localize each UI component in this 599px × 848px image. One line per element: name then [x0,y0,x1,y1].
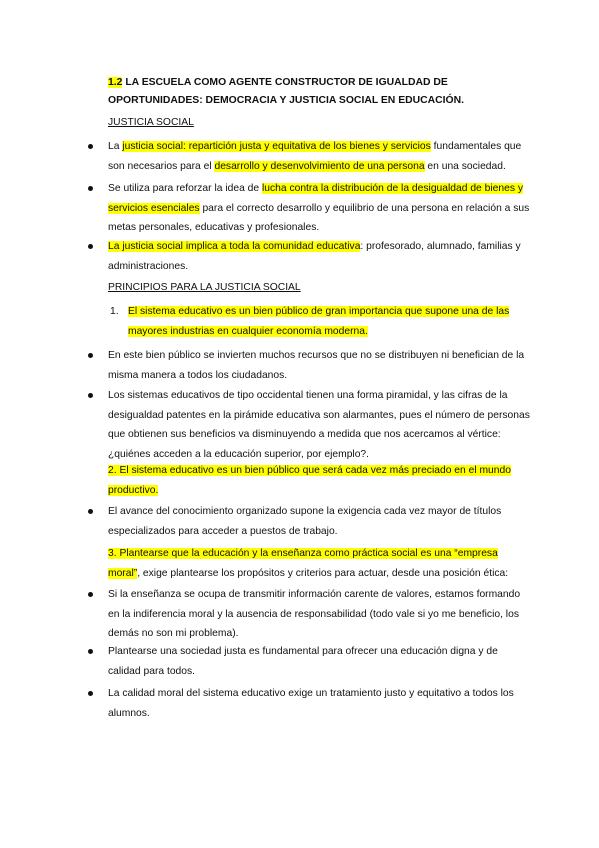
bullet-item [108,346,532,385]
bullet-dot [88,186,93,191]
principle-2 [108,461,532,500]
bullet-text [108,589,520,639]
principle-2-text: 2. El sistema educativo es un bien público que será cada vez más preciado en el mundo productivo. [108,465,511,496]
principle-1 [110,302,524,341]
text-segment: Se utiliza para reforzar la idea de [108,183,262,194]
bullet-text [108,141,521,172]
bullet-item [108,386,532,464]
text-segment: fundamentales que son necesarios para el [108,141,522,172]
heading-justicia-social: JUSTICIA SOCIAL [108,117,194,128]
bullet-dot [88,592,93,597]
text-segment: : profesorado, alumnado, familias y administraciones. [108,241,521,272]
highlighted-text: justicia social: repartición justa y equitativa de los bienes y servicios [122,141,431,152]
section-title [108,74,538,110]
bullet-text [108,646,498,677]
bullet-text [108,506,501,537]
bullet-text [108,241,521,272]
title-number: 1.2 [108,77,123,88]
text-segment: La calidad moral del sistema educativo exige un tratamiento justo y equitativo a todos los alumnos. [108,688,514,719]
text-segment: Plantearse una sociedad justa es fundamental para ofrecer una educación digna y de calidad para todos. [108,646,498,677]
text-segment: en una sociedad. [424,160,506,172]
bullet-dot [88,691,93,696]
bullet-item [108,642,532,681]
text-segment: para el correcto desarrollo y equilibrio de una persona en relación a sus metas personales, educativas y profesionales. [108,202,530,233]
highlighted-text: lucha contra la distribución de la desigualdad de bienes y servicios esenciales [108,183,523,214]
bullet-dot [88,144,93,149]
text-segment: En este bien público se invierten muchos recursos que no se distribuyen ni benefician de la misma manera a todos los ciudadanos. [108,350,525,381]
bullet-item [108,237,532,276]
bullet-dot [88,509,93,514]
bullet-item [108,137,532,176]
text-segment: La [108,141,123,152]
bullet-text [108,688,514,719]
heading-principios: PRINCIPIOS PARA LA JUSTICIA SOCIAL [108,282,301,293]
highlighted-text: desarrollo y desenvolvimiento de una persona [214,160,425,172]
bullet-dot [88,649,93,654]
text-segment: El avance del conocimiento organizado supone la exigencia cada vez mayor de títulos especializados para acceder a puestos de trabajo. [108,506,502,537]
bullet-dot [88,244,93,249]
principle-1-text: El sistema educativo es un bien público de gran importancia que supone una de las mayores industrias en cualquier economía moderna. [128,306,510,337]
bullet-item [108,179,532,238]
principle-3-rest: , exige plantearse los propósitos y criterios para actuar, desde una posición ética: [137,567,509,579]
bullet-text [108,183,529,233]
bullet-item [108,684,532,723]
bullet-item [108,585,532,644]
principle-3 [108,544,532,583]
principle-3-highlight: 3. Plantearse que la educación y la enseñanza como práctica social es una “empresa moral” [108,548,498,579]
bullet-text [108,350,524,381]
bullet-item [108,502,532,541]
bullet-text [108,390,530,460]
bullet-dot [88,393,93,398]
principle-1-number: 1. [110,306,119,317]
bullet-dot [88,353,93,358]
title-text: LA ESCUELA COMO AGENTE CONSTRUCTOR DE IGUALDAD DE OPORTUNIDADES: DEMOCRACIA Y JUSTICIA SOCIAL EN EDUCACIÓN. [108,77,465,106]
highlighted-text: La justicia social implica a toda la comunidad educativa [108,241,361,252]
text-segment: Los sistemas educativos de tipo occidental tienen una forma piramidal, y las cifras de la desigualdad patentes en la pirámide educativa son alarmantes, pues el número de personas que obtienen sus beneficios va disminuyendo a medida que nos acercamos al vértice: ¿quiénes acceden a la educación superior, por ejemplo?. [108,390,530,460]
text-segment: Si la enseñanza se ocupa de transmitir información carente de valores, estamos formando en la indiferencia moral y la ausencia de responsabilidad (todo vale si yo me beneficio, los demás no son mi problema). [108,589,521,639]
